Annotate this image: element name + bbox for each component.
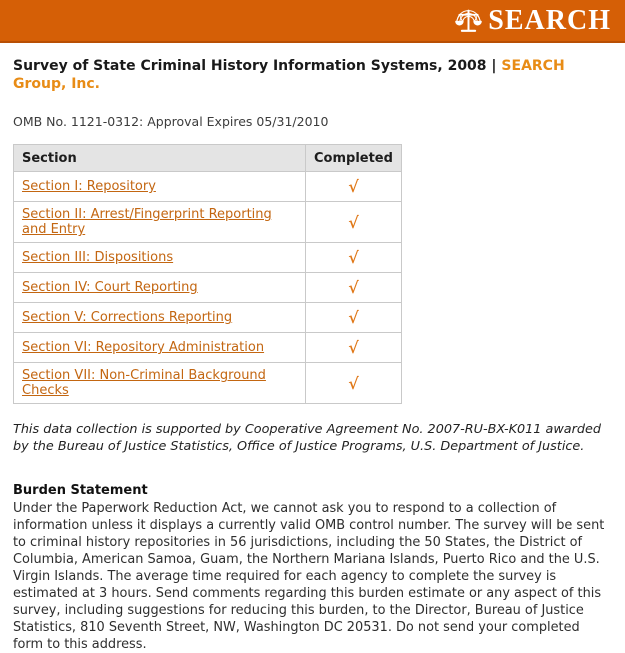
table-row: [14, 303, 402, 333]
section-cell: [14, 172, 306, 202]
page-title-main: Survey of State Criminal History Information Systems, 2008: [13, 58, 487, 74]
logo-wordmark: SEARCH: [488, 4, 611, 36]
completed-checkmark: √: [306, 273, 402, 303]
page-title-org: SEARCH Group, Inc.: [13, 58, 565, 92]
sections-table-body: [14, 172, 402, 404]
sections-table: [13, 144, 402, 404]
section-link[interactable]: Section VI: Repository Administration: [22, 340, 265, 355]
section-cell: [14, 303, 306, 333]
table-row: [14, 202, 402, 243]
completed-checkmark: √: [306, 243, 402, 273]
burden-statement-body: Under the Paperwork Reduction Act, we cannot ask you to respond to a collection of information unless it displays a currently valid OMB control number. The survey will be sent to criminal history repositories in 56 jurisdictions, including the 50 States, the District of Columbia, American Samoa, Guam, the Northern Mariana Islands, Puerto Rico and the U.S. Virgin Islands. The average time required for each agency to complete the survey is estimated at 3 hours. Send comments regarding this burden estimate or any aspect of this survey, including suggestions for reducing this burden, to the Director, Bureau of Justice Statistics, 810 Seventh Street, NW, Washington DC 20531. Do not send your completed form to this address.: [13, 500, 605, 653]
completed-checkmark: √: [306, 333, 402, 363]
page-title-separator: |: [486, 58, 502, 74]
completed-checkmark: √: [306, 303, 402, 333]
section-cell: [14, 243, 306, 273]
table-row: [14, 243, 402, 273]
section-link[interactable]: Section II: Arrest/Fingerprint Reporting and Entry: [22, 207, 272, 237]
completed-checkmark: √: [306, 172, 402, 202]
table-row: [14, 172, 402, 202]
section-link[interactable]: Section I: Repository: [22, 179, 156, 194]
scales-fingerprint-icon: [452, 4, 485, 37]
section-cell: [14, 333, 306, 363]
top-banner: [0, 0, 625, 43]
completed-checkmark: √: [306, 363, 402, 404]
section-cell: [14, 202, 306, 243]
completed-checkmark: √: [306, 202, 402, 243]
column-header-section: Section: [14, 145, 306, 172]
column-header-completed: Completed: [306, 145, 402, 172]
omb-approval-line: OMB No. 1121-0312: Approval Expires 05/31/2010: [13, 114, 329, 129]
section-link[interactable]: Section IV: Court Reporting: [22, 280, 198, 295]
section-link[interactable]: Section VII: Non-Criminal Background Checks: [22, 368, 266, 398]
table-row: [14, 273, 402, 303]
section-cell: [14, 273, 306, 303]
table-header-row: [14, 145, 402, 172]
table-row: [14, 363, 402, 404]
table-row: [14, 333, 402, 363]
page-title: [13, 58, 612, 93]
section-link[interactable]: Section III: Dispositions: [22, 250, 174, 265]
funding-note: This data collection is supported by Cooperative Agreement No. 2007-RU-BX-K011 awarded by the Bureau of Justice Statistics, Office of Justice Programs, U.S. Department of Justice.: [13, 422, 602, 455]
page-content: [0, 43, 625, 653]
section-cell: [14, 363, 306, 404]
search-logo: [452, 4, 611, 37]
section-link[interactable]: Section V: Corrections Reporting: [22, 310, 233, 325]
burden-statement-heading: Burden Statement: [13, 482, 148, 498]
